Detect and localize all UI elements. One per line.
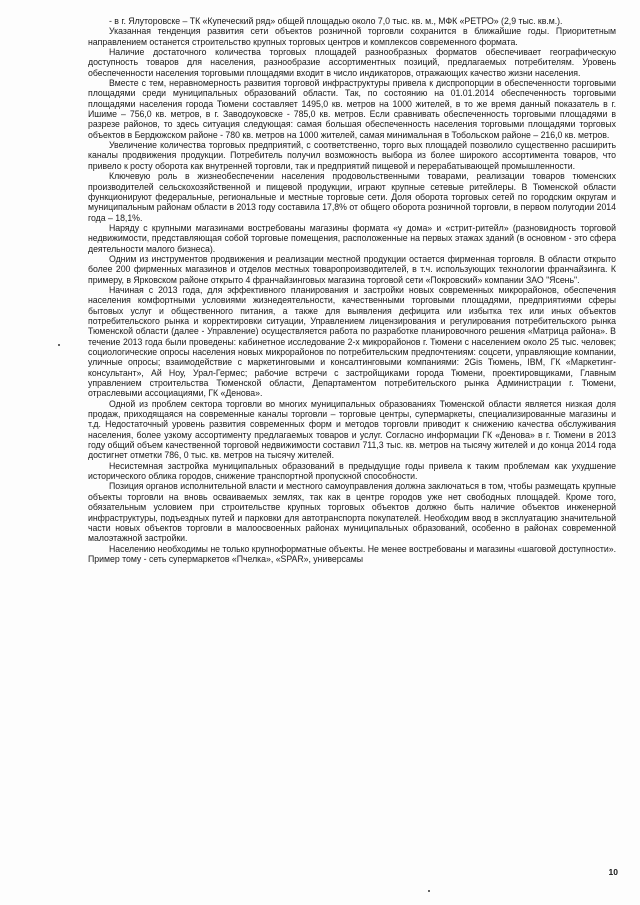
paragraph: - в г. Ялуторовске – ТК «Купеческий ряд» общей площадью около 7,0 тыс. кв. м., МФК «РЕТРО» (2,9 тыс. кв.м.).: [109, 16, 563, 26]
scan-speck: [58, 344, 60, 346]
paragraph: Населению необходимы не только крупноформатные объекты. Не менее востребованы и магазины «шаговой доступности». Пример тому - сеть супермаркетов «Пчелка», «SPAR», универсамы: [88, 543, 617, 564]
page-number: 10: [608, 867, 618, 877]
scan-speck: [428, 890, 430, 892]
paragraph: Одной из проблем сектора торговли во многих муниципальных образованиях Тюменской области является низкая доля продаж, приходящаяся на современные каналы торговли – торговые центры, супермаркеты, специализированные магазины и т.д. Недостаточный уровень развития современных форм и методов торговли приводит к снижению качества обслуживания населения, более узкому ассортименту предлагаемых товаров и услуг. Согласно информации ГК «Денова» в г. Тюмени в 2013 году общий объем качественной торговой недвижимости составил 711,3 тыс. кв. метров на тысячу жителей и до конца 2014 года достигнет отметки 786, 0 тыс. кв. метров на тысячу жителей.: [88, 398, 616, 461]
paragraph: Вместе с тем, неравномерность развития торговой инфраструктуры привела к диспропорции в обеспеченности торговыми площадями среди муниципальных образований области. Так, по состоянию на 01.01.2014 обеспеченность торговыми площадями населения города Тюмени составляет 1495,0 кв. метров на 1000 жителей, в то же время данный показатель в г. Ишиме – 756,0 кв. метров, в г. Заводоуковске - 785,0 кв. метров. Если сравнивать обеспеченность торговыми площадями в разрезе районов, то здесь ситуация следующая: самая большая обеспеченность населения торговыми площадями торговых объектов в Бердюжском районе - 780 кв. метров на 1000 жителей, самая минимальная в Тобольском районе – 216,0 кв. метров.: [88, 78, 616, 140]
paragraph: Несистемная застройка муниципальных образований в предыдущие годы привела к таким проблемам как ухудшение исторического облика городов, снижение транспортной пропускной способности.: [88, 460, 616, 482]
paragraph: Начиная с 2013 года, для эффективного планирования и застройки новых современных микрорайонов, обеспечения населения комфортными условиями жизнедеятельности, качественными торговыми площадями, предприятиями сферы бытовых услуг и общественного питания, а также для выявления дефицита или избытка тех или иных объектов потребительского рынка и корректировки ситуации, Управлением лицензирования и регулирования потребительского рынка Тюменской области (далее - Управление) осуществляется работа по разработке планировочного решения «Матрица района». В течение 2013 года были проведены: кабинетное исследование 2-х микрорайонов г. Тюмени с населением около 25 тыс. человек; социологические опросы населения новых микрорайонов по потребительским предпочтениям: соцсети, управляющие компании, уличные опросы; взаимодействие с маркетинговыми и консалтинговыми компаниями: 2Gis Тюмень, IBM, ГК «Маркетинг-консультант», Ай Ноу, Урал-Гермес; рабочие встречи с застройщиками города Тюмени, проектировщиками, Главным управлением строительства Тюменской области, Департаментом потребительского рынка Администрации г. Тюмени, отраслевыми ассоциациями, ГК «Денова».: [88, 284, 616, 399]
paragraph: Ключевую роль в жизнеобеспечении населения продовольственными товарами, реализации товаров тюменских производителей сельскохозяйственной и пищевой продукции, играют крупные сетевые ритейлеры. В Тюменской области функционируют федеральные, региональные и местные торговые сети. Доля оборота торговых сетей по городским округам и муниципальным районам области в 2013 году составила 17,8% от общего оборота розничной торговли, в первом полугодии 2014 года – 18,1%.: [88, 171, 616, 223]
paragraph: Позиция органов исполнительной власти и местного самоуправления должна заключаться в том, чтобы размещать крупные объекты торговли на вновь осваиваемых землях, так как в центре городов уже нет свободных площадей. Кроме того, обязательным условием при строительстве крупных торговых объектов должно быть наличие объектов инженерной инфраструктуры, подъездных путей и парковки для автотранспорта покупателей. Необходим ввод в эксплуатацию значительной части новых объектов торговли в малоосвоенных районах муниципальных образований, особенно в районах современной малоэтажной застройки.: [88, 481, 616, 544]
paragraph: Увеличение количества торговых предприятий, с соответственно, торго вых площадей позволило существенно расширить каналы продвижения продукции. Потребитель получил возможность выбора из более широкого ассортимента товаров, что привело к росту оборота как внутренней торговли, так и предприятий пищевой и перерабатывающей промышленности.: [88, 140, 616, 171]
body-text: [88, 16, 616, 564]
paragraph: Одним из инструментов продвижения и реализации местной продукции остается фирменная торговля. В области открыто более 200 фирменных магазинов и отделов местных товаропроизводителей, в т.ч. использующих технологии франчайзинга. К примеру, в Ярковском районе открыто 4 франчайзинговых магазина торговой сети «Покровский» компании ЗАО "Ясень".: [88, 253, 616, 285]
paragraph: Наряду с крупными магазинами востребованы магазины формата «у дома» и «стрит-ритейл» (разновидность торговой недвижимости, представляющая собой торговые помещения, расположенные на первых этажах зданий (в основном - это сфера деятельности малого бизнеса).: [88, 222, 616, 254]
paragraph: Указанная тенденция развития сети объектов розничной торговли сохранится в ближайшие годы. Приоритетным направлением останется строительство крупных торговых центров и комплексов современного формата.: [88, 26, 616, 47]
paragraph: Наличие достаточного количества торговых площадей разнообразных форматов обеспечивает географическую доступность товаров для населения, разнообразие ассортиментных позиций, предлагаемых потребителям. Уровень обеспеченности населения торговыми площадями входит в число индикаторов, отражающих качество жизни населения.: [88, 47, 616, 78]
